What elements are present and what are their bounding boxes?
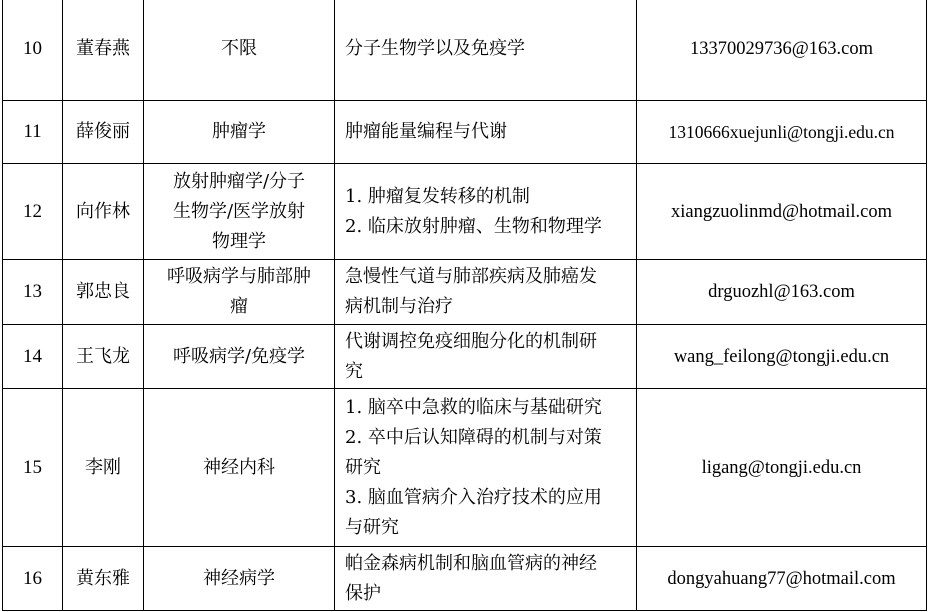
field-cell [144,260,335,325]
row-number: 11 [3,101,63,164]
table-row [3,389,927,547]
row-number: 13 [3,260,63,325]
research-cell [335,101,637,164]
research-cell [335,547,637,611]
row-number: 14 [3,325,63,389]
field-cell [144,389,335,547]
row-number: 15 [3,389,63,547]
row-number: 10 [3,0,63,101]
research-line: 2. 临床放射肿瘤、生物和物理学 [345,215,602,237]
field-line: 不限 [221,37,257,59]
field-line: 瘤 [230,296,248,317]
name-cell: 向作林 [63,164,144,260]
name-cell: 董春燕 [63,0,144,101]
research-cell [335,260,637,325]
table-row [3,164,927,260]
research-cell [335,325,637,389]
research-line: 研究 [345,456,381,478]
research-line: 病机制与治疗 [345,296,453,317]
research-line: 保护 [345,582,381,604]
email-cell: ligang@tongji.edu.cn [637,389,927,547]
email-cell: 13370029736@163.com [637,0,927,101]
email-cell: xiangzuolinmd@hotmail.com [637,164,927,260]
field-line: 放射肿瘤学/分子 [172,170,306,192]
row-number: 12 [3,164,63,260]
research-line: 肿瘤能量编程与代谢 [345,121,507,142]
name-cell: 李刚 [63,389,144,547]
name-cell: 王飞龙 [63,325,144,389]
research-cell [335,0,637,101]
field-cell [144,164,335,260]
field-cell [144,0,335,101]
faculty-table [2,0,927,611]
table-row [3,101,927,164]
research-line: 2. 卒中后认知障碍的机制与对策 [345,426,602,448]
field-line: 呼吸病学/免疫学 [172,345,306,367]
research-line: 代谢调控免疫细胞分化的机制研 [345,330,597,352]
email-cell: wang_feilong@tongji.edu.cn [637,325,927,389]
field-cell [144,325,335,389]
research-cell [335,389,637,547]
name-cell: 郭忠良 [63,260,144,325]
research-line: 帕金森病机制和脑血管病的神经 [345,552,597,574]
research-line: 急慢性气道与肺部疾病及肺癌发 [345,266,597,287]
email-cell: drguozhl@163.com [637,260,927,325]
table-row [3,547,927,611]
field-line: 物理学 [212,230,266,252]
field-line: 肿瘤学 [212,121,266,142]
table-row [3,0,927,101]
email-cell: 1310666xuejunli@tongji.edu.cn [637,101,927,164]
row-number: 16 [3,547,63,611]
research-line: 究 [345,360,363,382]
table-body [3,0,927,611]
field-cell [144,101,335,164]
name-cell: 薛俊丽 [63,101,144,164]
name-cell: 黄东雅 [63,547,144,611]
research-line: 3. 脑血管病介入治疗技术的应用 [345,486,602,508]
research-line: 1. 肿瘤复发转移的机制 [345,185,530,207]
research-cell [335,164,637,260]
field-line: 生物学/医学放射 [172,200,306,222]
field-line: 神经内科 [203,456,275,478]
field-cell [144,547,335,611]
table-row [3,325,927,389]
email-cell: dongyahuang77@hotmail.com [637,547,927,611]
research-line: 分子生物学以及免疫学 [345,37,525,59]
field-line: 神经病学 [203,567,275,589]
table-row [3,260,927,325]
field-line: 呼吸病学与肺部肿 [167,266,311,287]
research-line: 1. 脑卒中急救的临床与基础研究 [345,396,602,418]
research-line: 与研究 [345,516,399,538]
